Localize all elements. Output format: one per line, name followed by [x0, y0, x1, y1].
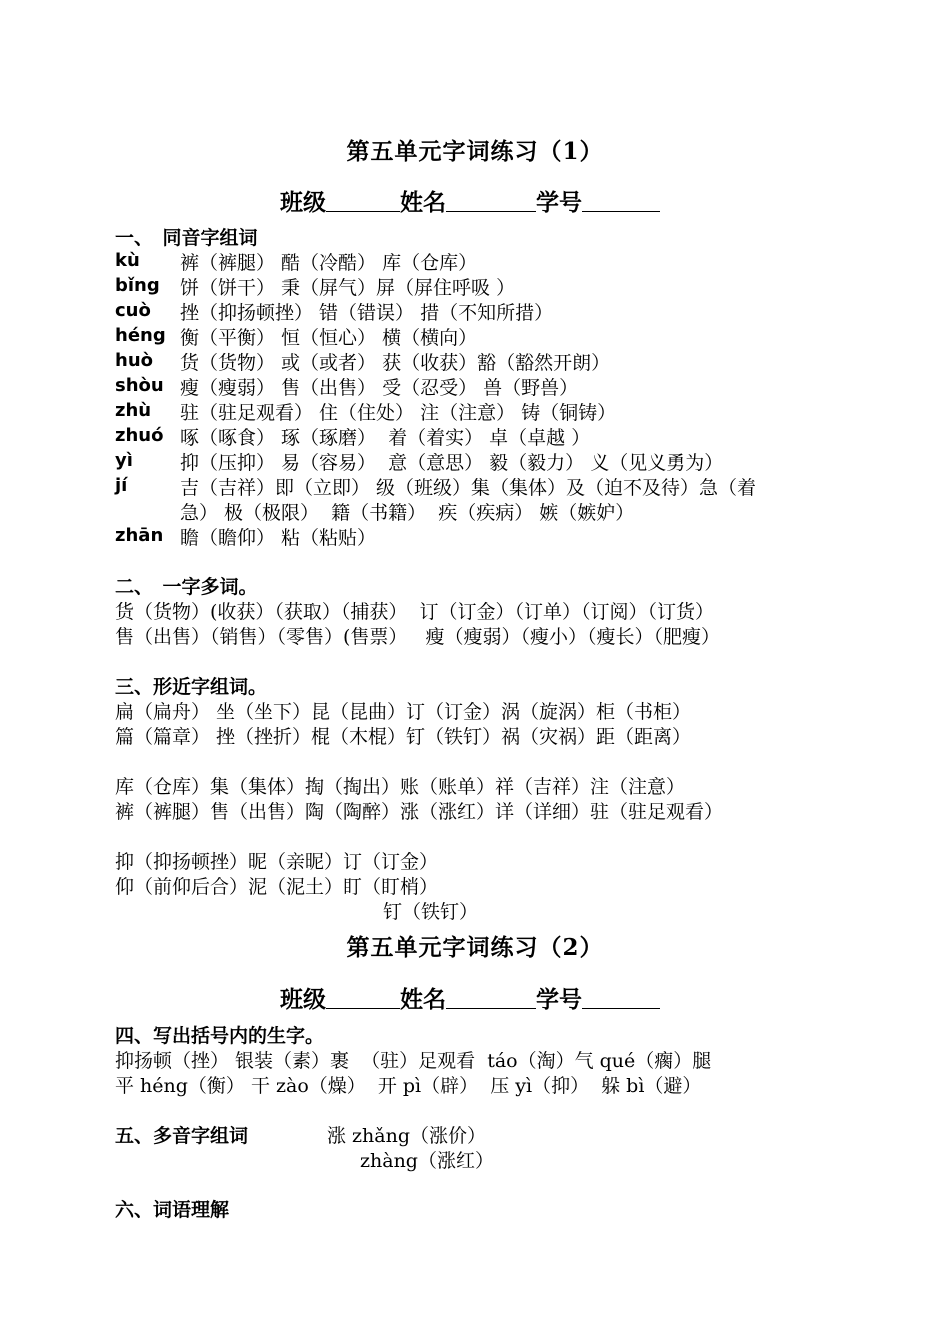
word-row: 篇（篇章） 挫（挫折）棍（木棍）钉（铁钉）祸（灾祸）距（距离）	[115, 726, 692, 748]
id-label: 学号	[536, 189, 582, 216]
word-row: 抑（压抑） 易（容易） 意（意思） 毅（毅力） 义（见义勇为）	[180, 452, 724, 474]
word-row: 扁（扁舟） 坐（坐下）昆（昆曲）订（订金）涡（旋涡）柜（书柜）	[115, 701, 692, 723]
pinyin-label: huò	[115, 350, 153, 371]
pinyin-label: bǐng	[115, 275, 160, 296]
pinyin-label: yì	[115, 450, 133, 471]
section-heading-3: 三、形近字组词。	[115, 676, 268, 698]
word-row: 挫（抑扬顿挫） 错（错误） 措（不知所措）	[180, 302, 554, 324]
pinyin-label: zhān	[115, 525, 164, 546]
pinyin-label: kù	[115, 250, 140, 271]
student-info-2	[280, 981, 660, 1014]
page-title-2: 第五单元字词练习（2）	[346, 934, 604, 961]
word-row: 裤（裤腿）售（出售）陶（陶醉）涨（涨红）详（详细）驻（驻足观看）	[115, 801, 724, 823]
word-row: 驻（驻足观看） 住（住处） 注（注意） 铸（铜铸）	[180, 402, 617, 424]
word-row: 涨 zhǎng（涨价）	[327, 1125, 487, 1147]
word-row: 仰（前仰后合）泥（泥土）盯（盯梢）	[115, 876, 439, 898]
pinyin-label: héng	[115, 325, 166, 346]
name-label: 姓名	[400, 986, 446, 1013]
section-heading-1: 一、 同音字组词	[115, 227, 258, 249]
word-row: 抑扬顿（挫） 银装（素）裹 （驻）足观看 táo（淘）气 qué（瘸）腿	[115, 1050, 712, 1072]
word-row: 钉（铁钉）	[383, 901, 479, 923]
section-heading-4: 四、写出括号内的生字。	[115, 1025, 325, 1047]
word-row: 瘦（瘦弱） 售（出售） 受（忍受） 兽（野兽）	[180, 377, 579, 399]
pinyin-label: jí	[115, 475, 128, 496]
word-row: 售（出售）（销售）（零售）(售票） 瘦（瘦弱）（瘦小）（瘦长）（肥瘦）	[115, 626, 721, 648]
class-label: 班级	[280, 189, 326, 216]
word-row: 饼（饼干） 秉（屏气）屏（屏住呼吸 ）	[180, 277, 516, 299]
word-row: 吉（吉祥）即（立即） 级（班级）集（集体）及（迫不及待）急（着	[180, 477, 757, 499]
name-blank[interactable]	[446, 986, 536, 1009]
word-row: 啄（啄食） 琢（琢磨） 着（着实） 卓（卓越 ）	[180, 427, 591, 449]
section-heading-5: 五、多音字组词	[115, 1125, 249, 1147]
word-row: 裤（裤腿） 酷（冷酷） 库（仓库）	[180, 252, 478, 274]
pinyin-label: shòu	[115, 375, 164, 396]
pinyin-label: zhuó	[115, 425, 164, 446]
word-row: 货（货物）(收获）（获取）（捕获） 订（订金）（订单）（订阅）（订货）	[115, 601, 714, 623]
word-row: 抑（抑扬顿挫）昵（亲昵）订（订金）	[115, 851, 439, 873]
name-blank[interactable]	[446, 189, 536, 212]
section-heading-6: 六、词语理解	[115, 1199, 230, 1221]
id-blank[interactable]	[582, 189, 660, 212]
page-title-1: 第五单元字词练习（1）	[346, 138, 604, 165]
class-blank[interactable]	[326, 986, 400, 1009]
section-heading-2: 二、 一字多词。	[115, 576, 258, 598]
word-row: 货（货物） 或（或者） 获（收获）豁（豁然开朗）	[180, 352, 611, 374]
word-row: 瞻（瞻仰） 粘（粘贴）	[180, 527, 377, 549]
pinyin-label: cuò	[115, 300, 151, 321]
word-row: 平 héng（衡） 干 zào（燥） 开 pì（辟） 压 yì（抑） 躲 bì（避）	[115, 1075, 702, 1097]
name-label: 姓名	[400, 189, 446, 216]
class-label: 班级	[280, 986, 326, 1013]
word-row: zhàng（涨红）	[360, 1150, 494, 1172]
word-row: 急） 极（极限） 籍（书籍） 疾（疾病） 嫉（嫉妒）	[180, 502, 635, 524]
word-row: 衡（平衡） 恒（恒心） 横（横向）	[180, 327, 478, 349]
id-blank[interactable]	[582, 986, 660, 1009]
pinyin-label: zhù	[115, 400, 152, 421]
word-row: 库（仓库）集（集体）掏（掏出）账（账单）祥（吉祥）注（注意）	[115, 776, 686, 798]
class-blank[interactable]	[326, 189, 400, 212]
student-info-1	[280, 184, 660, 217]
id-label: 学号	[536, 986, 582, 1013]
